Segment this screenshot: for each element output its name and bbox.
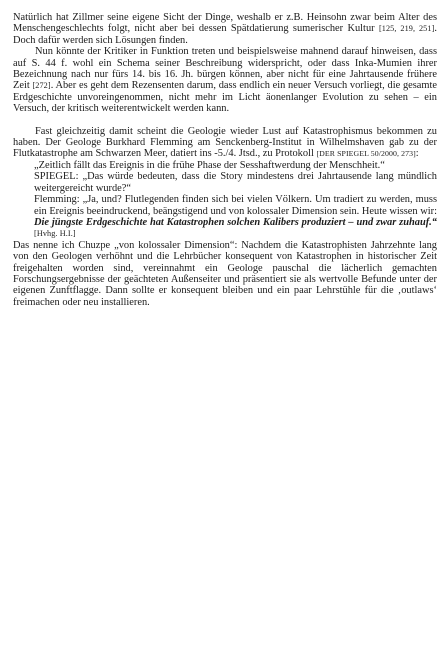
paragraph-text-tail: . Doch dafür werden sich Lösungen finden.	[13, 23, 438, 46]
emphasis-note: [Hvhg. H.I.]	[34, 229, 76, 239]
paragraph-geology-catastrophism	[13, 126, 437, 160]
citation-reference: [125, 219, 251]	[378, 24, 435, 34]
citation-reference: [272]	[32, 81, 51, 91]
paragraph-zillmer-view	[13, 12, 437, 46]
paragraph-text-tail: . Aber es geht dem Rezensenten darum, dass endlich ein neuer Versuch vorliegt, die gesamte Erdgeschichte unvoreingenommen, nicht mehr im Licht äonenlanger Evolution zu sehen – ein Versuch, der kritisch weiterentwickelt werden kann.	[13, 80, 437, 115]
citation-reference: [DER SPIEGEL 50/2000, 273]	[316, 149, 416, 159]
quote-flemming-2	[13, 194, 437, 240]
paragraph-chuzpe: Das nenne ich Chuzpe „von kolossaler Dimension“: Nachdem die Katastrophisten Jahrzehnte lang von den Geologen verhöhnt und die Lehrbücher konsequent von Katastrophen in historischer Zeit freigehalten worden sind, vereinnahmt ein Geologe pauschal die lächerlich gemachten Forschungsergebnisse der geächteten Außenseiter und präsentiert sie als wertvolle Befunde unter der eigenen Zunftflagge. Dann sollte er konsequent bleiben und ein paar Lehrstühle für die ‚outlaws‘ freimachen oder neu installieren.	[13, 239, 437, 308]
document-page	[13, 12, 437, 308]
paragraph-critic	[13, 46, 437, 114]
quote-spiegel: SPIEGEL: „Das würde bedeuten, dass die Story mindestens drei Jahrtausende lang mündlich weitergereicht wurde?“	[34, 171, 437, 194]
quote-close: “	[431, 216, 437, 228]
quote-emphasis: Die jüngste Erdgeschichte hat Katastrophen solchen Kalibers produziert – und zwar zuhauf.	[34, 216, 432, 228]
paragraph-text: Natürlich hat Zillmer seine eigene Sicht der Dinge, weshalb er z.B. Heinsohn zwar beim Alter des Menschengeschlechts folgt, nicht aber bei dessen Spätdatierung sumerischer Kultur	[13, 12, 437, 35]
quote-flemming-1: „Zeitlich fällt das Ereignis in die frühe Phase der Sesshaftwerdung der Menschheit.“	[34, 159, 385, 171]
paragraph-text-tail: :	[415, 148, 419, 160]
paragraph-text: Fast gleichzeitig damit scheint die Geologie wieder Lust auf Katastrophismus bekommen zu haben. Der Geologe Burkhard Flemming am Senckenberg-Institut in Wilhelmshaven gab zu der Flutkatastrophe am Schwarzen Meer, datiert ins -5./4. Jtsd., zu Protokoll	[13, 125, 437, 160]
paragraph-text: Nun könnte der Kritiker in Funktion treten und beispielsweise mahnend darauf hinweisen, dass auf S. 44 f. wohl ein Schema seiner Beschreibung widerspricht, oder dass Inka-Mumien ihrer Bezeichnung nach nur fürs 14. bis 16. Jh. bürgen können, aber nicht für eine Jahrtausende frühere Zeit	[13, 46, 437, 92]
quote-text: Flemming: „Ja, und? Flutlegenden finden sich bei vielen Völkern. Um tradiert zu werden, muss ein Ereignis beeindruckend, beängstigend und von kolossaler Dimension sein. Heute wissen wir:	[34, 194, 437, 217]
